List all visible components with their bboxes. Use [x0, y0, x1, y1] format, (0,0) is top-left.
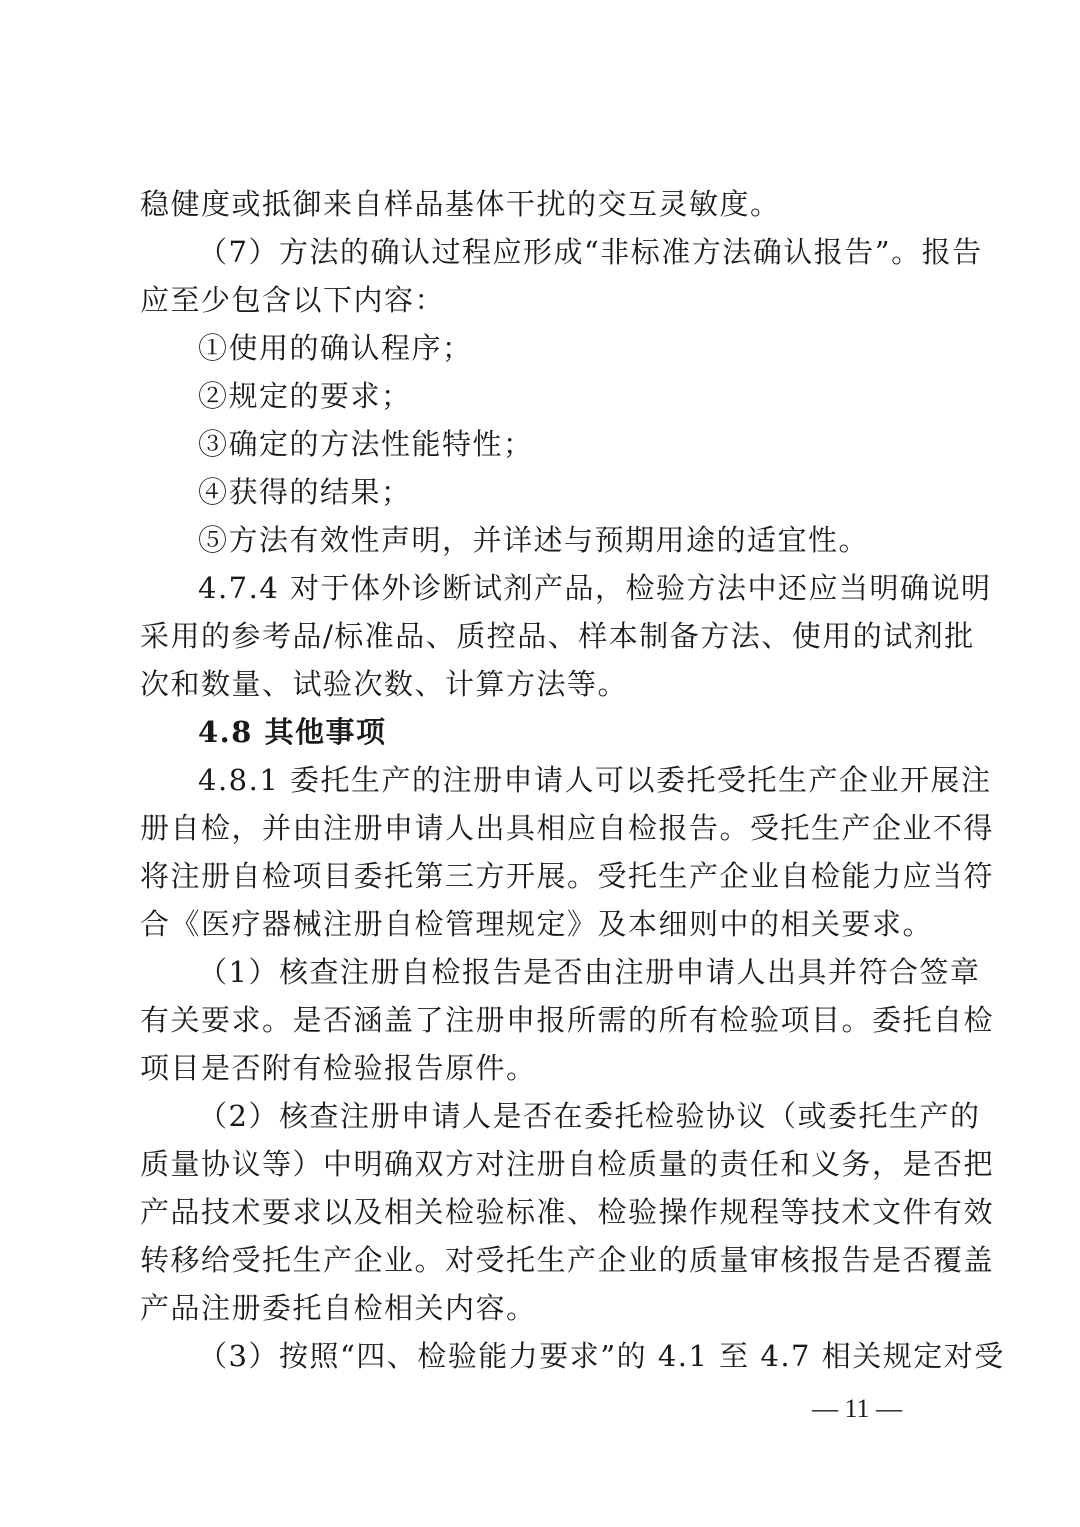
section-heading: 4.8 其他事项 [198, 715, 387, 749]
text-line-11: 次和数量、试验次数、计算方法等。 [140, 667, 629, 701]
text-line-22: 产品技术要求以及相关检验标准、检验操作规程等技术文件有效 [140, 1195, 995, 1229]
text-line-1: 稳健度或抵御来自样品基体干扰的交互灵敏度。 [140, 187, 781, 221]
text-line-20: （2）核查注册申请人是否在委托检验协议（或委托生产的 [198, 1099, 981, 1133]
text-line-3: 应至少包含以下内容： [140, 283, 446, 317]
text-line-23: 转移给受托生产企业。对受托生产企业的质量审核报告是否覆盖 [140, 1243, 995, 1277]
text-line-25: （3）按照“四、检验能力要求”的 4.1 至 4.7 相关规定对受 [198, 1339, 1005, 1373]
text-line-17: （1）核查注册自检报告是否由注册申请人出具并符合签章 [198, 955, 981, 989]
list-item-5: ⑤方法有效性声明，并详述与预期用途的适宜性。 [198, 523, 870, 557]
list-item-1: ①使用的确认程序； [198, 331, 473, 365]
text-line-19: 项目是否附有检验报告原件。 [140, 1051, 537, 1085]
list-item-3: ③确定的方法性能特性； [198, 427, 534, 461]
text-line-21: 质量协议等）中明确双方对注册自检质量的责任和义务，是否把 [140, 1147, 995, 1181]
text-line-15: 将注册自检项目委托第三方开展。受托生产企业自检能力应当符 [140, 859, 995, 893]
text-line-13: 4.8.1 委托生产的注册申请人可以委托受托生产企业开展注 [198, 763, 992, 797]
page-number: — 11 — [812, 1394, 903, 1423]
text-line-2: （7）方法的确认过程应形成“非标准方法确认报告”。报告 [198, 235, 983, 269]
list-item-2: ②规定的要求； [198, 379, 412, 413]
text-line-16: 合《医疗器械注册自检管理规定》及本细则中的相关要求。 [140, 907, 934, 941]
text-line-10: 采用的参考品/标准品、质控品、样本制备方法、使用的试剂批 [140, 619, 975, 653]
text-line-18: 有关要求。是否涵盖了注册申报所需的所有检验项目。委托自检 [140, 1003, 995, 1037]
text-line-14: 册自检，并由注册申请人出具相应自检报告。受托生产企业不得 [140, 811, 995, 845]
list-item-4: ④获得的结果； [198, 475, 412, 509]
text-line-24: 产品注册委托自检相关内容。 [140, 1291, 537, 1325]
text-line-9: 4.7.4 对于体外诊断试剂产品，检验方法中还应当明确说明 [198, 571, 992, 605]
